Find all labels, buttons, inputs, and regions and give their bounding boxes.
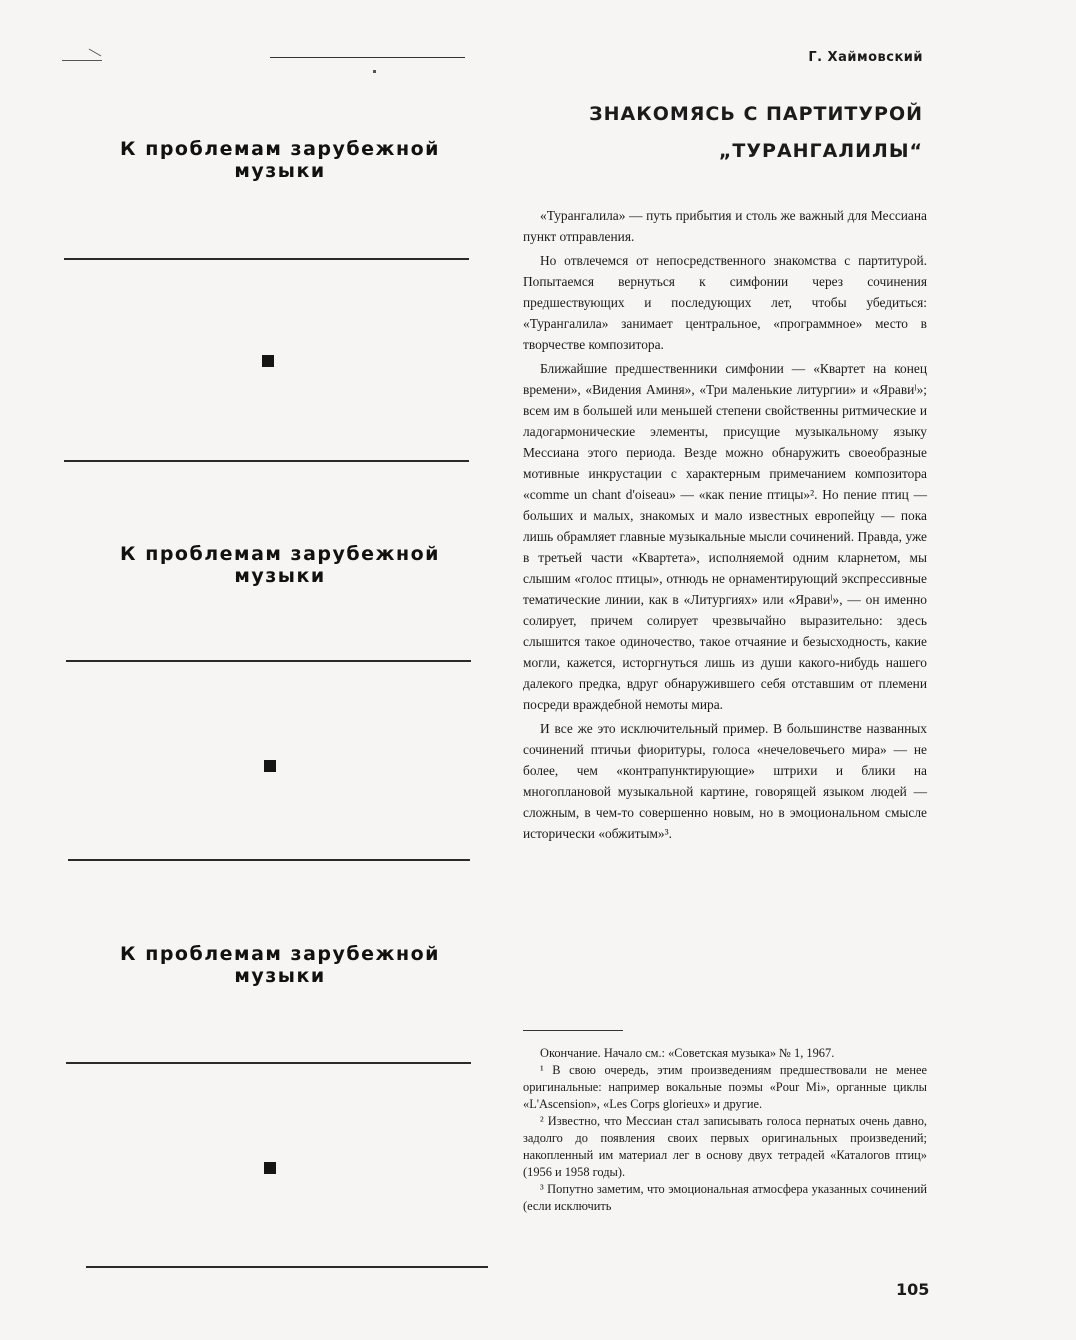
section-heading-line2: музыки [234,160,326,182]
article-title [589,96,923,170]
footnote: ³ Попутно заметим, что эмоциональная атмосфера указанных сочинений (если исключить [523,1182,927,1213]
footnote: Окончание. Начало см.: «Советская музыка» № 1, 1967. [540,1046,835,1060]
divider-rule [66,1062,471,1064]
divider-rule [64,258,469,260]
author-name: Г. Хаймовский [808,50,923,65]
top-rule [270,57,465,58]
scan-dot [373,70,376,73]
bullet-square [264,760,276,772]
footnote: ² Известно, что Мессиан стал записывать голоса пернатых очень давно, задолго до появления своих первых оригинальных произведений; накопленный им материал лег в основу двух тетрадей «Каталогов птиц» (1956 и 1958 годы). [523,1114,927,1179]
article-paragraph: «Турангалила» — путь прибытия и столь же важный для Мессиана пункт отправления. [523,208,927,244]
bullet-square [264,1162,276,1174]
footnote: ¹ В свою очередь, этим произведениям предшествовали не менее оригинальные: например вокальные поэмы «Pour Mi», органные циклы «L'Ascension», «Les Corps glorieux» и другие. [523,1063,927,1111]
page-number: 105 [896,1280,930,1299]
section-heading-line1: К проблемам зарубежной [120,138,440,160]
bullet-square [262,355,274,367]
section-heading [70,138,490,182]
divider-rule [64,460,469,462]
article-title-line2: „ТУРАНГАЛИЛЫ“ [718,140,923,162]
article-title-line1: ЗНАКОМЯСЬ С ПАРТИТУРОЙ [589,103,923,125]
article-paragraph: Но отвлечемся от непосредственного знакомства с партитурой. Попытаемся вернуться к симфонии через сочинения предшествующих и последующих лет, чтобы убедиться: «Турангалила» занимает центральное, «программное» место в творчестве композитора. [523,253,927,352]
section-heading-line2: музыки [234,565,326,587]
section-heading [70,943,490,987]
section-heading-line1: К проблемам зарубежной [120,943,440,965]
article-paragraph: И все же это исключительный пример. В большинстве названных сочинений птичьи фиоритуры, голоса «нечеловечьего мира» — не более, чем «контрапунктирующие» штрихи и блики на многоплановой музыкальной картине, говорящей языком людей — сложным, в чем-то совершенно новым, но в эмоциональном смысле исторически «обжитым»³. [523,721,927,841]
article-paragraph: Ближайшие предшественники симфонии — «Квартет на конец времени», «Видения Аминя», «Три маленькие литургии» и «Яравиˡ»; всем им в большей или меньшей степени свойственны ритмические и ладогармонические элементы, присущие музыкальному языку Мессиана этого периода. Везде можно обнаружить своеобразные мотивные инкрустации с характерным примечанием композитора «comme un chant d'oiseau» — «как пение птицы»². Но пение птиц — больших и малых, знакомых и мало известных европейцу — пока лишь обрамляет главные музыкальные мысли сочинений. Правда, уже в третьей части «Квартета», исполняемой одним кларнетом, мы слышим «голос птицы», отнюдь не орнаментирующий экспрессивные тематические линии, как в «Литургиях» или «Яравиˡ», — он именно солирует, причем солирует чрезвычайно выразительно: здесь слышится такое одиночество, такое отчаяние и безысходность, какие могли, кажется, исторгнуться лишь из души какого-нибудь нашего далекого предка, вдруг обнаружившего себя отставшим от племени посреди враждебной немоты мира. [523,361,927,712]
scan-mark [89,49,102,57]
article-body [523,205,927,847]
footnote-separator [523,1030,623,1031]
section-heading-line2: музыки [234,965,326,987]
divider-rule [66,660,471,662]
scan-mark [62,60,102,61]
section-heading [70,543,490,587]
divider-rule [86,1266,488,1268]
divider-rule [68,859,470,861]
footnotes [523,1045,927,1215]
section-heading-line1: К проблемам зарубежной [120,543,440,565]
